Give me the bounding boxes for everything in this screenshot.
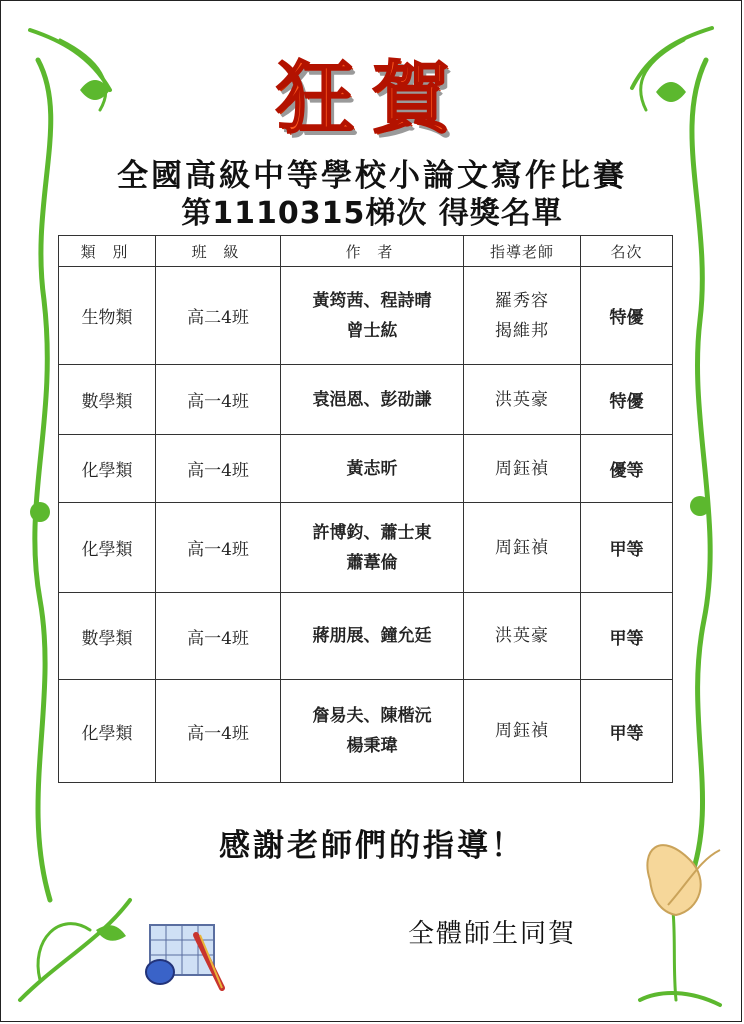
rank-cell: 甲等 — [581, 680, 673, 783]
teacher-cell — [464, 680, 581, 783]
author-line: 蕭葦倫 — [346, 552, 398, 573]
award-list-title: 第1110315梯次 得獎名單 — [181, 196, 563, 231]
header-teacher: 指導老師 — [464, 236, 581, 267]
rank-cell: 甲等 — [581, 503, 673, 593]
class-cell: 高一4班 — [156, 680, 281, 783]
header-category: 類 別 — [59, 236, 156, 267]
table-row — [59, 680, 673, 783]
category-cell: 數學類 — [59, 593, 156, 680]
teacher-line: 揭維邦 — [495, 320, 549, 341]
teacher-line: 洪英豪 — [495, 389, 549, 410]
header-rank: 名次 — [581, 236, 673, 267]
author-line: 許博鈞、蕭士東 — [312, 522, 432, 543]
teacher-cell — [464, 593, 581, 680]
rank-cell: 甲等 — [581, 593, 673, 680]
teacher-cell — [464, 365, 581, 435]
author-cell — [281, 435, 464, 503]
author-line: 詹易夫、陳楷沅 — [312, 706, 432, 726]
table-row — [59, 503, 673, 593]
category-cell: 化學類 — [59, 435, 156, 503]
class-cell: 高二4班 — [156, 267, 281, 365]
table-row — [59, 365, 673, 435]
rank-cell: 特優 — [581, 267, 673, 365]
table-header-row — [59, 236, 673, 267]
class-cell: 高一4班 — [156, 503, 281, 593]
table-row — [59, 435, 673, 503]
category-cell: 化學類 — [59, 503, 156, 593]
teacher-line: 周鈺禎 — [495, 458, 549, 479]
author-line: 黃筠茜、程詩晴 — [312, 290, 432, 311]
rank-cell: 優等 — [581, 435, 673, 503]
author-cell — [281, 593, 464, 680]
signature: 全體師生同賀 — [408, 919, 577, 949]
author-line: 黃志昕 — [346, 458, 398, 479]
author-cell — [281, 680, 464, 783]
author-cell — [281, 267, 464, 365]
teacher-line: 周鈺禎 — [495, 537, 549, 558]
headline — [0, 44, 744, 154]
category-cell: 生物類 — [59, 267, 156, 365]
headline-text: 狂賀 — [275, 54, 468, 144]
teacher-line: 周鈺禎 — [495, 721, 549, 741]
table-row — [59, 267, 673, 365]
author-line: 袁浥恩、彭劭謙 — [312, 389, 432, 410]
header-class: 班 級 — [156, 236, 281, 267]
class-cell: 高一4班 — [156, 365, 281, 435]
author-line: 曾士紘 — [346, 320, 398, 341]
teacher-cell — [464, 435, 581, 503]
category-cell: 化學類 — [59, 680, 156, 783]
teacher-line: 羅秀容 — [495, 290, 549, 311]
teacher-cell — [464, 503, 581, 593]
teacher-line: 洪英豪 — [495, 626, 549, 646]
header-author: 作 者 — [281, 236, 464, 267]
class-cell: 高一4班 — [156, 435, 281, 503]
author-line: 楊秉瑋 — [346, 736, 398, 756]
author-cell — [281, 365, 464, 435]
table-row — [59, 593, 673, 680]
rank-cell: 特優 — [581, 365, 673, 435]
competition-title: 全國高級中等學校小論文寫作比賽 — [117, 158, 627, 194]
award-table — [58, 235, 673, 783]
author-line: 蔣朋展、鐘允廷 — [312, 626, 432, 646]
class-cell: 高一4班 — [156, 593, 281, 680]
teacher-cell — [464, 267, 581, 365]
thanks-message: 感謝老師們的指導！ — [219, 828, 525, 864]
author-cell — [281, 503, 464, 593]
category-cell: 數學類 — [59, 365, 156, 435]
